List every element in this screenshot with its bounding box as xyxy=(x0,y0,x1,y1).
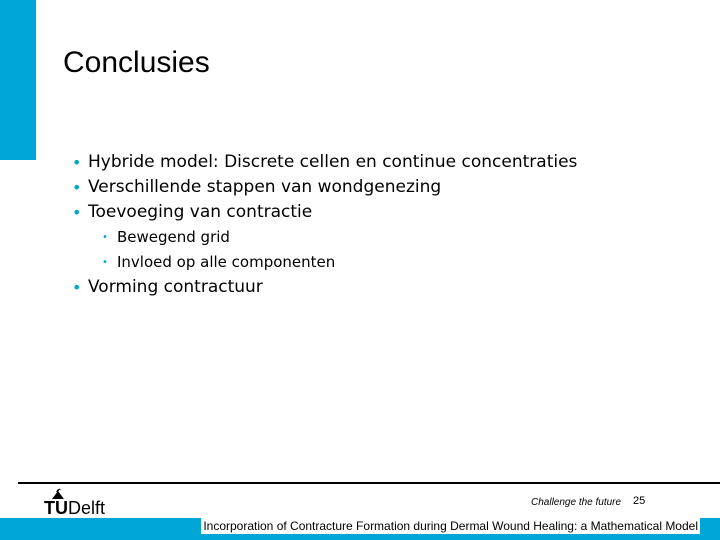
slide-title: Conclusies xyxy=(63,46,210,79)
bullet-dot-icon: • xyxy=(102,257,108,268)
bullet-text: Hybride model: Discrete cellen en continue concentraties xyxy=(88,152,578,172)
bullet-text: Verschillende stappen van wondgenezing xyxy=(88,177,442,197)
sub-bullet-text: Bewegend grid xyxy=(117,228,230,246)
bullet-dot-icon: • xyxy=(72,203,82,222)
bullet-dot-icon: • xyxy=(102,232,108,243)
sub-bullet-text: Invloed op alle componenten xyxy=(117,253,336,271)
bullet-text: Vorming contractuur xyxy=(88,277,263,297)
bullet-dot-icon: • xyxy=(72,178,82,197)
logo-tu: TU xyxy=(44,498,68,518)
presentation-title: Incorporation of Contracture Formation during Dermal Wound Healing: a Mathematical Model xyxy=(203,519,698,533)
tagline: Challenge the future xyxy=(531,497,622,508)
bullet-dot-icon: • xyxy=(72,278,82,297)
logo-delft: Delft xyxy=(68,498,106,518)
bullet-item xyxy=(72,175,712,200)
bullet-item xyxy=(72,150,712,175)
bullet-item xyxy=(72,275,712,300)
accent-bar xyxy=(0,0,36,160)
bullet-list xyxy=(72,150,712,300)
footer-divider xyxy=(18,482,720,484)
logo-text xyxy=(44,498,105,518)
bullet-text: Toevoeging van contractie xyxy=(88,202,313,222)
bullet-dot-icon: • xyxy=(72,153,82,172)
sub-bullet-item xyxy=(72,250,712,275)
bullet-item xyxy=(72,200,712,225)
page-number: 25 xyxy=(633,495,646,507)
sub-bullet-item xyxy=(72,225,712,250)
